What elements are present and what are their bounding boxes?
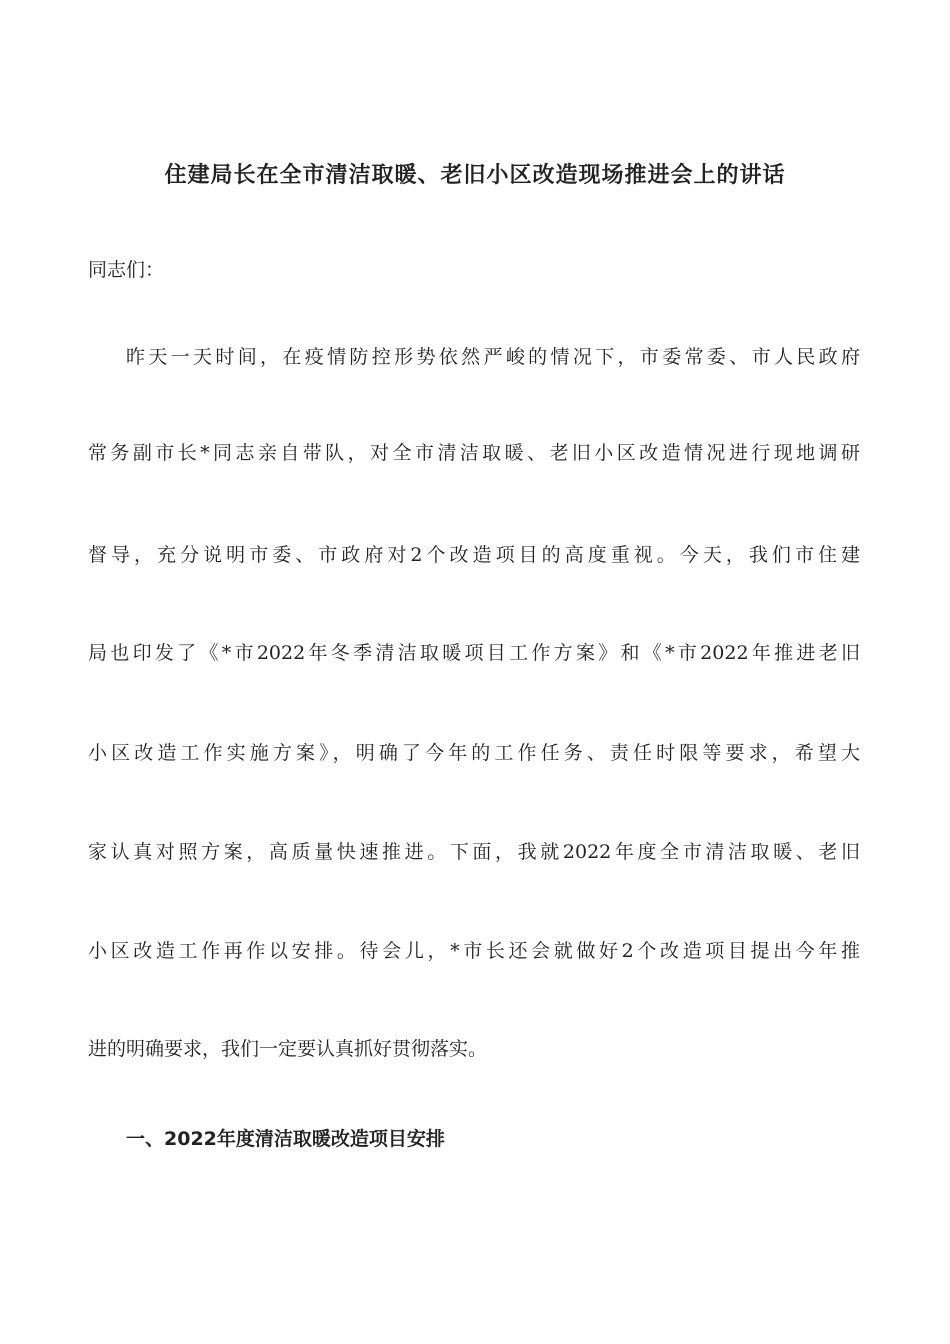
salutation: 同志们： (88, 259, 165, 281)
section-heading: 一、2022年度清洁取暖改造项目安排 (126, 1128, 445, 1150)
paragraph-line: 小区改造工作再作以安排。待会儿，*市长还会就做好2个改造项目提出今年推 (88, 940, 860, 962)
paragraph-line: 督导，充分说明市委、市政府对2个改造项目的高度重视。今天，我们市住建 (88, 544, 860, 566)
paragraph-line: 家认真对照方案，高质量快速推进。下面，我就2022年度全市清洁取暖、老旧 (88, 841, 860, 863)
paragraph-line: 昨天一天时间，在疫情防控形势依然严峻的情况下，市委常委、市人民政府 (126, 346, 860, 368)
paragraph-line: 进的明确要求，我们一定要认真抓好贯彻落实。 (88, 1038, 488, 1060)
paragraph-line: 局也印发了《*市2022年冬季清洁取暖项目工作方案》和《*市2022年推进老旧 (88, 642, 860, 664)
document-title: 住建局长在全市清洁取暖、老旧小区改造现场推进会上的讲话 (164, 163, 786, 188)
paragraph-line: 小区改造工作实施方案》，明确了今年的工作任务、责任时限等要求，希望大 (88, 742, 860, 764)
paragraph-line: 常务副市长*同志亲自带队，对全市清洁取暖、老旧小区改造情况进行现地调研 (88, 442, 860, 464)
